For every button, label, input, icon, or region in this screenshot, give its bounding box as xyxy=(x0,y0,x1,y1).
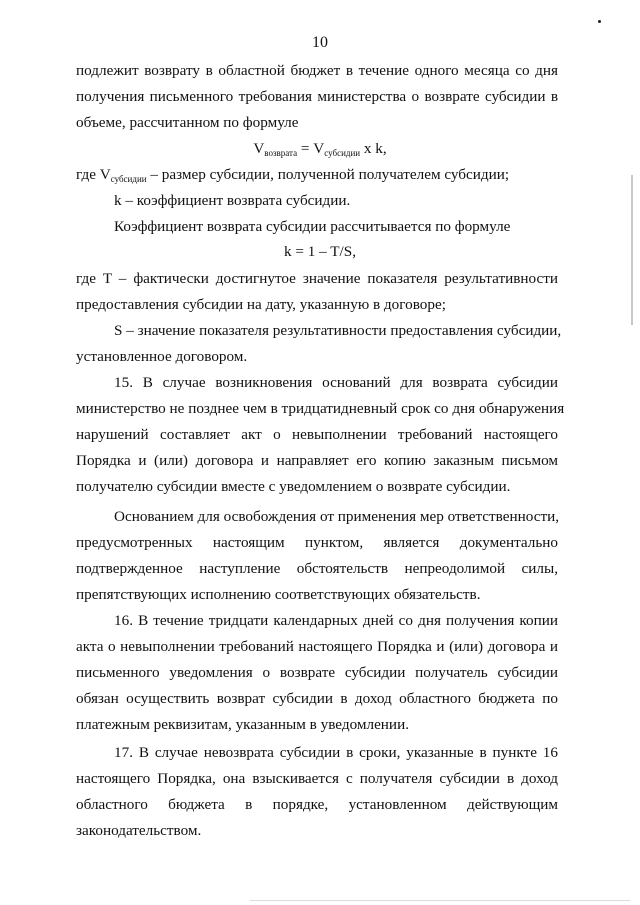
text-line: предусмотренных настоящим пунктом, является документально xyxy=(76,534,558,551)
definition-v-subsidy xyxy=(76,166,558,188)
text-line: получения письменного требования министерства о возврате субсидии в xyxy=(76,88,558,105)
formula-eq: = V xyxy=(297,140,325,157)
text-line: объеме, рассчитанном по формуле xyxy=(76,114,299,131)
formula-v-return xyxy=(0,140,640,162)
text-line: законодательством. xyxy=(76,822,202,839)
text-line: 16. В течение тридцати календарных дней со дня получения копии xyxy=(114,612,558,629)
text-line: S – значение показателя результативности предоставления субсидии, xyxy=(114,322,562,339)
text-line: где T – фактически достигнутое значение показателя результативности xyxy=(76,270,558,287)
text-line: k – коэффициент возврата субсидии. xyxy=(114,192,351,209)
formula-sub-return: возврата xyxy=(264,148,298,158)
formula-tail: x k, xyxy=(360,140,387,157)
formula-v: V xyxy=(253,140,265,157)
def-tail: – размер субсидии, полученной получателем субсидии; xyxy=(146,166,510,183)
text-line: областного бюджета в порядке, установленном действующим xyxy=(76,796,558,813)
text-line: письменного уведомления о возврате субсидии получатель субсидии xyxy=(76,664,558,681)
text-line: платежным реквизитам, указанным в уведомлении. xyxy=(76,716,409,733)
text-line: министерство не позднее чем в тридцатидневный срок со дня обнаружения xyxy=(76,400,565,417)
text-line: подлежит возврату в областной бюджет в течение одного месяца со дня xyxy=(76,62,558,79)
text-line: Порядка и (или) договора и направляет его копию заказным письмом xyxy=(76,452,558,469)
formula-sub-subsidy: субсидии xyxy=(324,148,361,158)
text-line: предоставления субсидии на дату, указанную в договоре; xyxy=(76,296,446,313)
text-line: установленное договором. xyxy=(76,348,248,365)
text-line: препятствующих исполнению соответствующих обязательств. xyxy=(76,586,481,603)
text-line: обязан осуществить возврат субсидии в доход областного бюджета по xyxy=(76,690,558,707)
page-number: 10 xyxy=(312,34,328,51)
text-line: настоящего Порядка, она взыскивается с получателя субсидии в доход xyxy=(76,770,558,787)
text-line: 15. В случае возникновения оснований для возврата субсидии xyxy=(114,374,558,391)
formula-k: k = 1 – T/S, xyxy=(284,243,356,260)
text-line: получателю субсидии вместе с уведомлением о возврате субсидии. xyxy=(76,478,511,495)
scan-bottom-line xyxy=(250,900,630,901)
text-line: 17. В случае невозврата субсидии в сроки, указанные в пункте 16 xyxy=(114,744,558,761)
text-line: подтвержденное наступление обстоятельств непреодолимой силы, xyxy=(76,560,558,577)
def-sub-subsidy: субсидии xyxy=(110,174,147,184)
def-prefix: где V xyxy=(76,166,111,183)
text-line: акта о невыполнении требований настоящего Порядка и (или) договора и xyxy=(76,638,558,655)
scan-speck xyxy=(598,20,601,23)
text-line: нарушений составляет акт о невыполнении требований настоящего xyxy=(76,426,558,443)
text-line: Коэффициент возврата субсидии рассчитывается по формуле xyxy=(114,218,511,235)
text-line: Основанием для освобождения от применения мер ответственности, xyxy=(114,508,560,525)
